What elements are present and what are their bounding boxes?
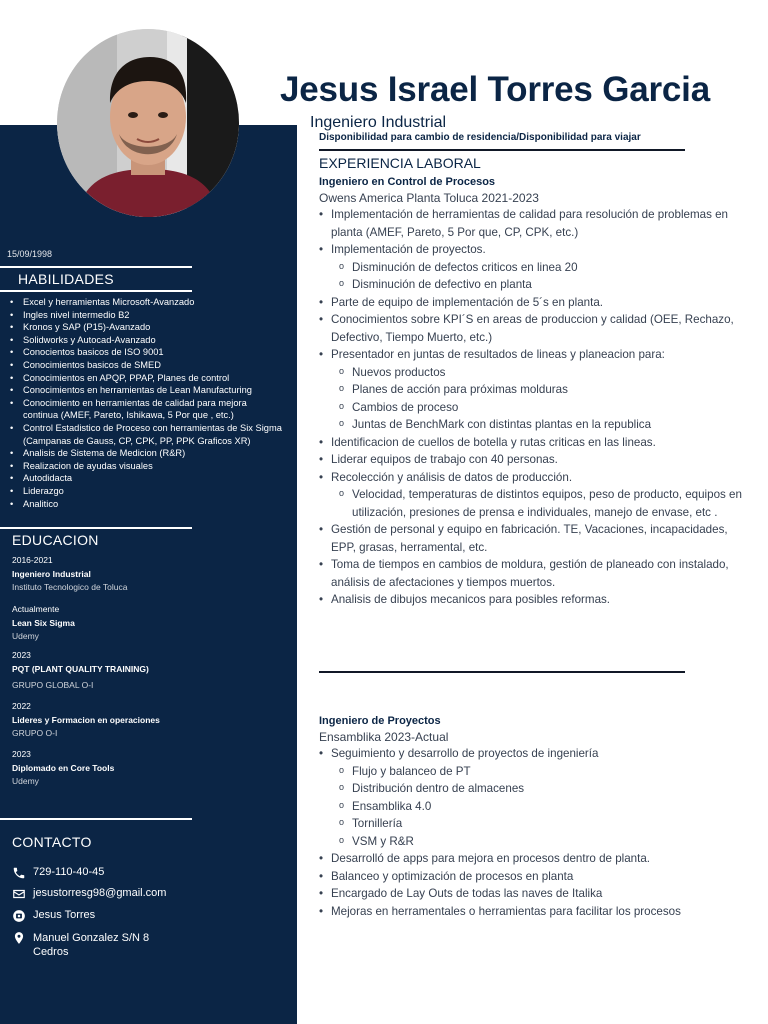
education-institution: Udemy (12, 631, 39, 641)
education-degree: PQT (PLANT QUALITY TRAINING) (12, 663, 149, 674)
education-institution: Instituto Tecnologico de Toluca (12, 582, 128, 592)
job-entry (319, 175, 749, 609)
job-duties (319, 745, 749, 920)
education-entry (12, 649, 282, 693)
list-item: • Recolección y análisis de datos de producción. o Velocidad, temperaturas de distintos equipos, peso de producto, equipos en utilización, presiones de prensa e individuales, manejo de envase, etc . (319, 469, 749, 522)
list-item: • Kronos y SAP (P15)-Avanzado (10, 321, 282, 334)
contact-email (12, 887, 282, 901)
list-item: • Conocimientos en herramientas de Lean Manufacturing (10, 384, 282, 397)
list-item: o Disminución de defectos criticos en linea 20 (339, 259, 749, 277)
portrait-illustration (57, 29, 239, 217)
education-entry (12, 700, 282, 741)
job-company: Owens America Planta Toluca 2021-2023 (319, 191, 539, 205)
list-item: o Juntas de BenchMark con distintas plantas en la republica (339, 416, 749, 434)
birth-date: 15/09/1998 (7, 249, 53, 259)
list-item: • Liderar equipos de trabajo con 40 personas. (319, 451, 749, 469)
education-year: 2023 (12, 650, 31, 660)
education-entry (12, 748, 282, 789)
education-year: 2016-2021 (12, 555, 53, 565)
email-address[interactable]: jesustorresg98@gmail.com (33, 887, 167, 899)
full-name: Jesus Israel Torres Garcia (280, 70, 710, 109)
job-title: Ingeniero de Proyectos (319, 715, 441, 727)
list-item: • Solidworks y Autocad-Avanzado (10, 334, 282, 347)
availability-note: Disponibilidad para cambio de residencia/Disponibilidad para viajar (319, 132, 641, 143)
contact-divider (0, 818, 192, 820)
education-degree: Lean Six Sigma (12, 617, 75, 628)
education-heading: EDUCACION (12, 532, 99, 548)
list-item: • Control Estadistico de Proceso con herramientas de Six Sigma (Campanas de Gauss, CP, CPK, PP, PPK Graficos XR) (10, 422, 282, 447)
list-item: • Analisis de dibujos mecanicos para posibles reformas. (319, 591, 749, 609)
skills-divider (0, 266, 192, 268)
skills-list (10, 296, 282, 510)
contact-address (12, 931, 162, 959)
list-item: o Tornillería (339, 815, 749, 833)
list-item: • Implementación de herramientas de calidad para resolución de problemas en planta (AMEF, Pareto, 5 Por que, CP, CPK, etc.) (319, 206, 749, 241)
list-item: o Disminución de defectivo en planta (339, 276, 749, 294)
list-item: • Excel y herramientas Microsoft-Avanzado (10, 296, 282, 309)
list-item: o Flujo y balanceo de PT (339, 763, 749, 781)
education-year: 2023 (12, 749, 31, 759)
list-item: o Ensamblika 4.0 (339, 798, 749, 816)
list-item: • Conocimientos en APQP, PPAP, Planes de control (10, 372, 282, 385)
list-item: • Implementación de proyectos. o Disminución de defectos criticos en linea 20 o Disminución de defectivo en planta (319, 241, 749, 294)
list-item: o Cambios de proceso (339, 399, 749, 417)
skills-heading-underline (0, 290, 192, 292)
address-text: Manuel Gonzalez S/N 8 Cedros (33, 932, 150, 958)
skills-heading: HABILIDADES (18, 271, 114, 287)
education-entry (12, 554, 282, 595)
contact-heading: CONTACTO (12, 834, 92, 850)
header-divider (319, 149, 685, 151)
section-divider (319, 671, 685, 673)
list-item: • Gestión de personal y equipo en fabricación. TE, Vacaciones, incapacidades, EPP, grasas, herramental, etc. (319, 521, 749, 556)
education-institution: GRUPO O-I (12, 728, 58, 738)
phone-number[interactable]: 729-110-40-45 (33, 866, 105, 878)
list-item: • Autodidacta (10, 472, 282, 485)
job-duties (319, 206, 749, 609)
list-item: • Seguimiento y desarrollo de proyectos de ingeniería o Flujo y balanceo de PT o Distribución dentro de almacenes o Ensamblika 4.0 o Tornillería o VSM y R&R (319, 745, 749, 850)
list-item: • Encargado de Lay Outs de todas las naves de Italika (319, 885, 749, 903)
job-company: Ensamblika 2023-Actual (319, 730, 449, 744)
list-item: o Velocidad, temperaturas de distintos equipos, peso de producto, equipos en utilización, presiones de prensa e individuales, manejo de envase, etc . (339, 486, 749, 521)
list-item: • Conocimientos sobre KPI´S en areas de produccion y calidad (OEE, Rechazo, Defectivo, Tiempo Muerto, etc.) (319, 311, 749, 346)
education-degree: Lideres y Formacion en operaciones (12, 714, 160, 725)
profession-title: Ingeniero Industrial (310, 114, 447, 131)
list-item: o Distribución dentro de almacenes (339, 780, 749, 798)
list-item: • Liderazgo (10, 485, 282, 498)
list-item: • Parte de equipo de implementación de 5´s en planta. (319, 294, 749, 312)
email-icon (12, 887, 26, 901)
list-item: • Identificacion de cuellos de botella y rutas criticas en las lineas. (319, 434, 749, 452)
social-name[interactable]: Jesus Torres (33, 909, 96, 921)
list-item: • Ingles nivel intermedio B2 (10, 309, 282, 322)
list-item: • Analisis de Sistema de Medicion (R&R) (10, 447, 282, 460)
list-item: • Conocientos basicos de ISO 9001 (10, 346, 282, 359)
contact-phone (12, 866, 282, 880)
list-item: • Conocimiento en herramientas de calidad para mejora continua (AMEF, Pareto, Ishikawa, 5 Por que , etc.) (10, 397, 282, 422)
education-divider (0, 527, 192, 529)
list-item: o VSM y R&R (339, 833, 749, 851)
phone-icon (12, 866, 26, 880)
job-entry (319, 714, 749, 920)
education-year: Actualmente (12, 604, 60, 614)
list-item: • Analitico (10, 498, 282, 511)
list-item: • Desarrolló de apps para mejora en procesos dentro de planta. (319, 850, 749, 868)
list-item: • Mejoras en herramentales o herramientas para facilitar los procesos (319, 903, 749, 921)
social-profile-icon (12, 909, 26, 923)
list-item: • Toma de tiempos en cambios de moldura, gestión de planeado con instalado, análisis de afectaciones y tiempos muertos. (319, 556, 749, 591)
list-item: • Presentador en juntas de resultados de lineas y planeacion para: o Nuevos productos o Planes de acción para próximas molduras o Cambios de proceso o Juntas de BenchMark con distintas plantas en la republica (319, 346, 749, 434)
experience-heading: EXPERIENCIA LABORAL (319, 155, 481, 171)
contact-social (12, 909, 282, 923)
list-item: o Nuevos productos (339, 364, 749, 382)
list-item: • Conocimientos basicos de SMED (10, 359, 282, 372)
education-year: 2022 (12, 701, 31, 711)
education-entry (12, 603, 282, 644)
list-item: • Realizacion de ayudas visuales (10, 460, 282, 473)
profile-photo (57, 29, 239, 217)
list-item: o Planes de acción para próximas molduras (339, 381, 749, 399)
education-degree: Diplomado en Core Tools (12, 762, 115, 773)
education-institution: GRUPO GLOBAL O-I (12, 680, 94, 690)
education-degree: Ingeniero Industrial (12, 568, 91, 579)
list-item: • Balanceo y optimización de procesos en planta (319, 868, 749, 886)
location-pin-icon (12, 931, 26, 945)
education-institution: Udemy (12, 776, 39, 786)
job-title: Ingeniero en Control de Procesos (319, 176, 496, 188)
